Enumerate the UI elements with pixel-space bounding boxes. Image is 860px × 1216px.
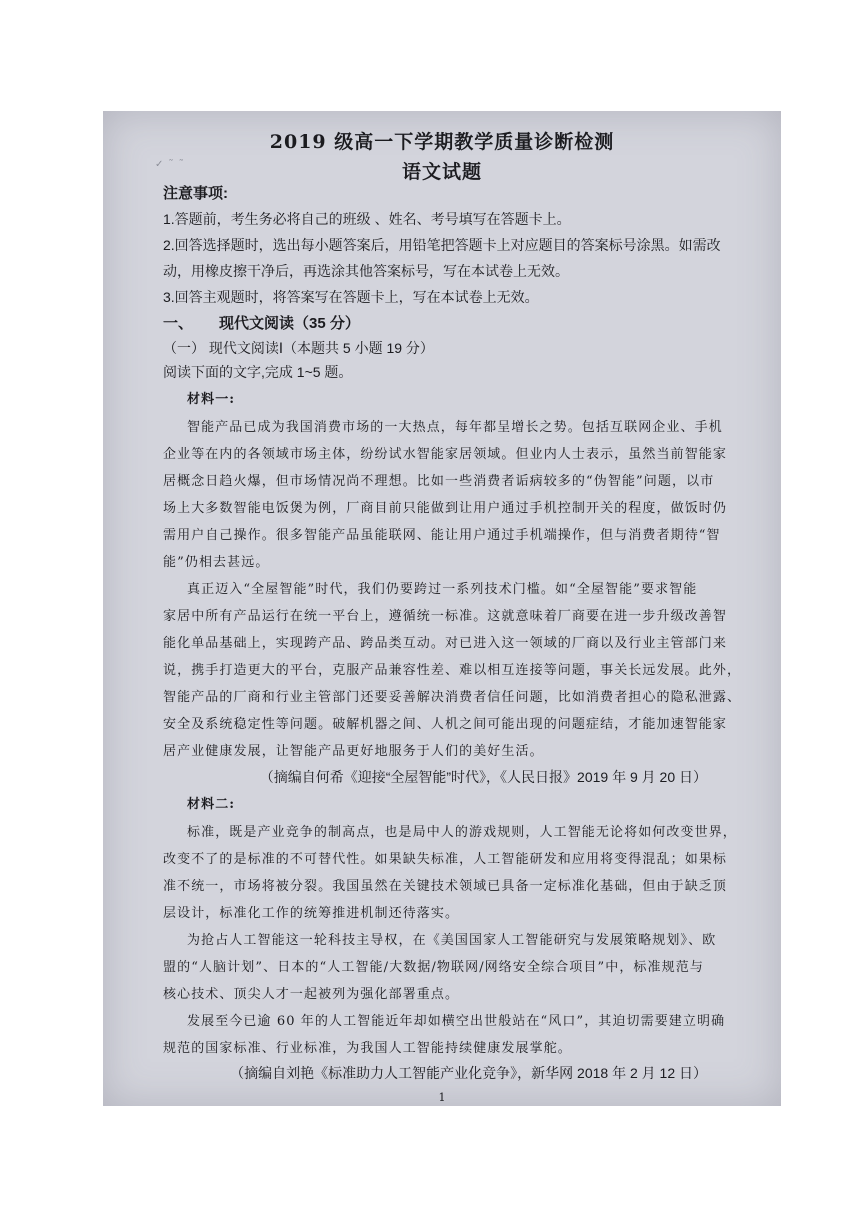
material2-line: 核心技术、顶尖人才一起被列为强化部署重点。 — [163, 987, 460, 1002]
material2-line: 准不统一，市场将被分裂。我国虽然在关键技术领域已具备一定标准化基础，但由于缺乏顶 — [163, 879, 728, 894]
section-subheading: （一） 现代文阅读Ⅰ（本题共 5 小题 19 分） — [163, 340, 434, 356]
material1-line: 场上大多数智能电饭煲为例，厂商目前只能做到让用户通过手机控制开关的程度，做饭时仍 — [163, 501, 728, 516]
material2-source: （摘编自刘艳《标准助力人工智能产业化竞争》，新华网 2018 年 2 月 12 日） — [230, 1065, 707, 1081]
material2-line: 为抢占人工智能这一轮科技主导权，在《美国国家人工智能研究与发展策略规划》、欧 — [187, 933, 717, 948]
notice-item: 3.回答主观题时，将答案写在答题卡上，写在本试卷上无效。 — [163, 289, 539, 305]
material2-label: 材料二: — [187, 797, 236, 812]
material1-line: 安全及系统稳定性等问题。破解机器之间、人机之间可能出现的问题症结，才能加速智能家 — [163, 717, 728, 732]
material2-line: 规范的国家标准、行业标准，为我国人工智能持续健康发展掌舵。 — [163, 1041, 572, 1056]
material1-line: 居概念日趋火爆，但市场情况尚不理想。比如一些消费者诟病较多的“伪智能”问题，以市 — [163, 474, 715, 489]
exam-title: 2019 级高一下学期教学质量诊断检测 — [269, 131, 615, 153]
material2-line: 标准，既是产业竞争的制高点，也是局中人的游戏规则，人工智能无论将如何改变世界， — [187, 825, 737, 840]
material1-line: 说，携手打造更大的平台，克服产品兼容性差、难以相互连接等问题，事关长远发展。此外， — [163, 663, 742, 678]
material1-line: 需用户自己操作。很多智能产品虽能联网、能让用户通过手机端操作，但与消费者期待“智 — [163, 528, 721, 543]
material2-line: 发展至今已逾 60 年的人工智能近年却如横空出世般站在“风口”，其迫切需要建立明确 — [187, 1014, 726, 1029]
material2-line: 盟的“人脑计划”、日本的“人工智能/大数据/物联网/网络安全综合项目”中，标准规范与 — [163, 960, 704, 975]
exam-paper — [103, 111, 781, 1106]
material1-label: 材料一: — [187, 392, 236, 407]
material2-line: 层设计，标准化工作的统筹推进机制还待落实。 — [163, 906, 460, 921]
page-number: 1 — [438, 1091, 446, 1104]
material1-line: 能化单品基础上，实现跨产品、跨品类互动。对已进入这一领域的厂商以及行业主管部门来 — [163, 636, 728, 651]
pencil-marks: ✓ ˜ ˜ — [155, 159, 185, 170]
notice-item: 2.回答选择题时，选出每小题答案后，用铅笔把答题卡上对应题目的答案标号涂黑。如需改 — [163, 237, 721, 253]
material1-line: 真正迈入“全屋智能”时代，我们仍要跨过一系列技术门槛。如“全屋智能”要求智能 — [187, 582, 698, 597]
material1-line: 智能产品已成为我国消费市场的一大热点，每年都呈增长之势。包括互联网企业、手机 — [187, 420, 723, 435]
section-instruction: 阅读下面的文字,完成 1~5 题。 — [163, 364, 353, 380]
material1-line: 家居中所有产品运行在统一平台上，遵循统一标准。这就意味着厂商要在进一步升级改善智 — [163, 609, 728, 624]
material1-source: （摘编自何希《迎接“全屋智能”时代》，《人民日报》2019 年 9 月 20 日） — [259, 769, 707, 785]
material2-line: 改变不了的是标准的不可替代性。如果缺失标准，人工智能研发和应用将变得混乱；如果标 — [163, 852, 728, 867]
notice-heading: 注意事项: — [163, 185, 228, 202]
material1-line: 智能产品的厂商和行业主管部门还要妥善解决消费者信任问题，比如消费者担心的隐私泄露、 — [163, 690, 742, 705]
notice-item: 动，用橡皮擦干净后，再选涂其他答案标号，写在本试卷上无效。 — [163, 263, 569, 279]
notice-item: 1.答题前，考生务必将自己的班级 、姓名、考号填写在答题卡上。 — [163, 211, 571, 227]
section-heading: 现代文阅读（35 分） — [219, 315, 360, 332]
exam-subtitle: 语文试题 — [401, 161, 482, 183]
material1-line: 居产业健康发展，让智能产品更好地服务于人们的美好生活。 — [163, 744, 544, 759]
material1-line: 能”仍相去甚远。 — [163, 555, 270, 570]
material1-line: 企业等在内的各领域市场主体，纷纷试水智能家居领域。但业内人士表示，虽然当前智能家 — [163, 447, 728, 462]
section-number: 一、 — [163, 315, 194, 332]
